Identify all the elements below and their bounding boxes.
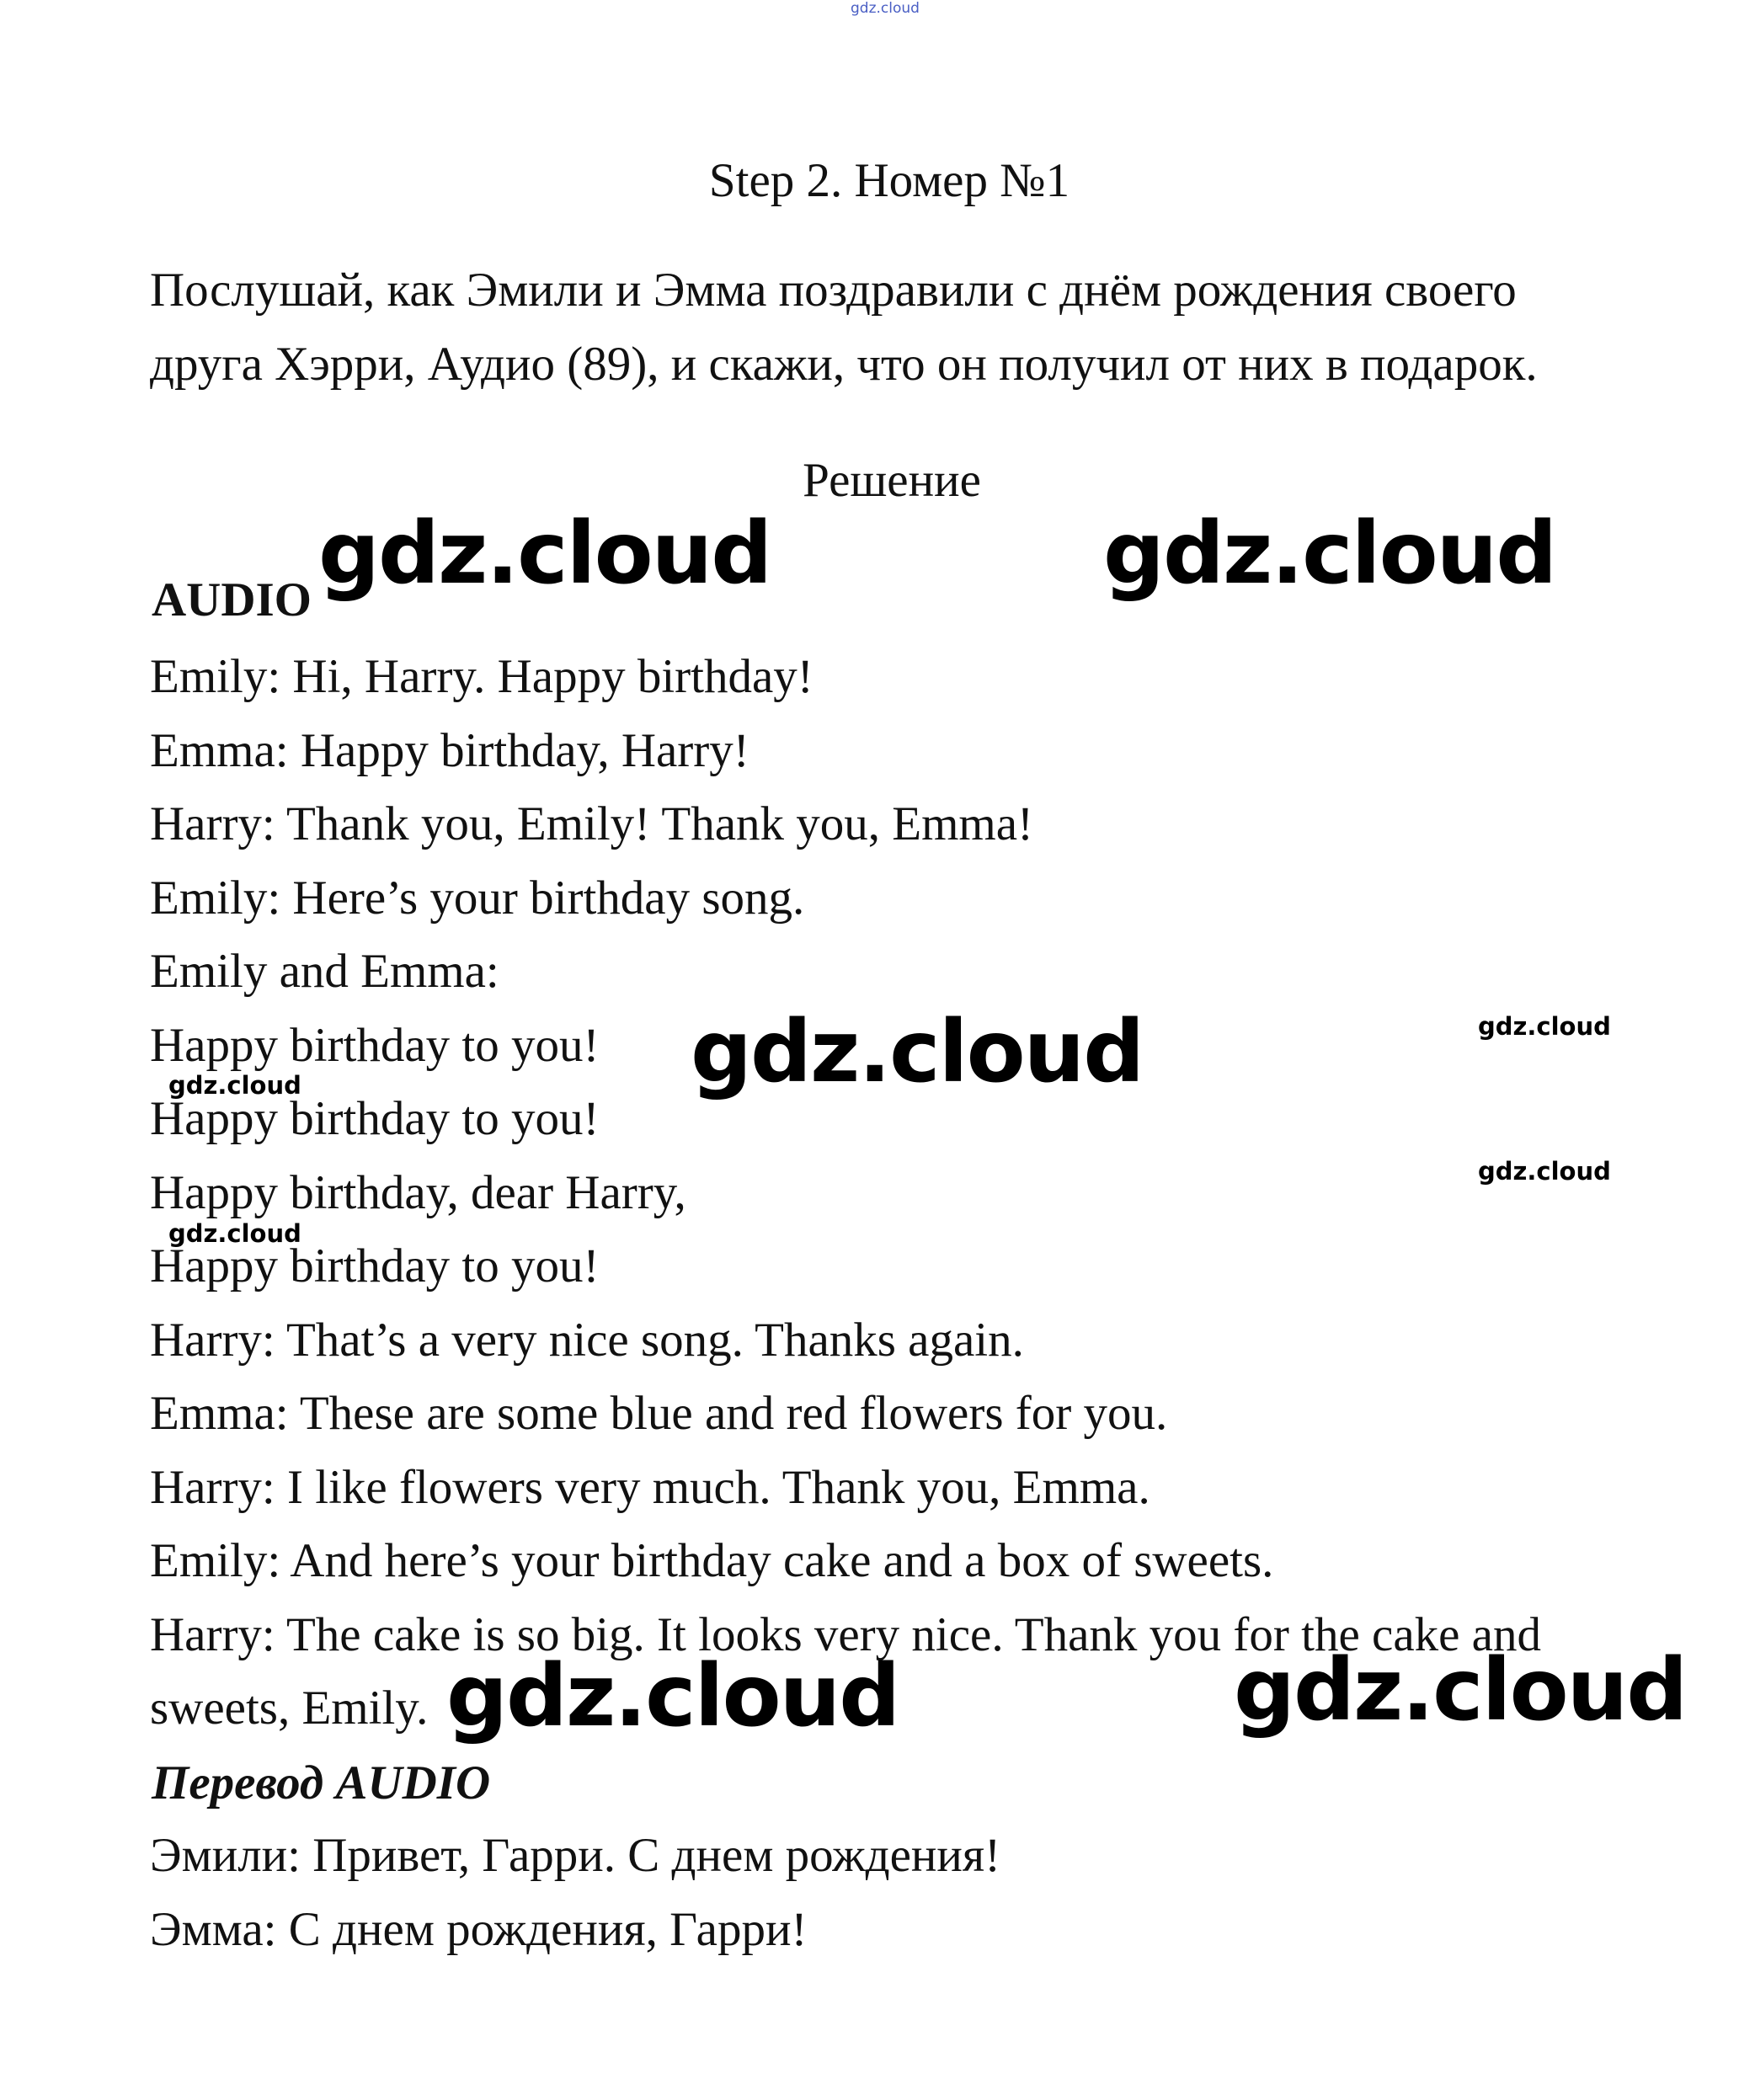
translation-line: Эмма: С днем рождения, Гарри! — [150, 1902, 808, 1956]
transcript-line: Emily: Hi, Harry. Happy birthday! — [150, 650, 813, 703]
watermark: gdz.cloud — [168, 1219, 301, 1248]
page-title: Step 2. Номер №1 — [708, 154, 1070, 207]
song-line: Happy birthday to you! — [150, 1239, 600, 1293]
transcript-line: Emma: Happy birthday, Harry! — [150, 723, 749, 777]
transcript-line: sweets, Emily. — [150, 1682, 429, 1735]
watermark: gdz.cloud — [1478, 1012, 1611, 1041]
transcript-line: Harry: I like flowers very much. Thank you, Emma. — [150, 1460, 1150, 1514]
audio-transcript — [150, 640, 1541, 1746]
translation-heading: Перевод AUDIO — [152, 1756, 491, 1810]
watermark: gdz.cloud — [446, 1646, 899, 1746]
audio-translation — [150, 1819, 1000, 1966]
watermark: gdz.cloud — [168, 1071, 301, 1100]
transcript-line: Emma: These are some blue and red flowers for you. — [150, 1387, 1168, 1440]
watermark: gdz.cloud — [691, 1002, 1144, 1102]
song-line: Happy birthday, dear Harry, — [150, 1165, 686, 1219]
audio-heading: AUDIO — [152, 573, 312, 626]
watermark-top: gdz.cloud — [851, 0, 920, 17]
transcript-line: Emily and Emma: — [150, 945, 499, 998]
transcript-line: Emily: And here’s your birthday cake and a box of sweets. — [150, 1534, 1274, 1587]
song-line: Happy birthday to you! — [150, 1018, 600, 1072]
watermark: gdz.cloud — [318, 504, 771, 604]
translation-line: Эмили: Привет, Гарри. С днем рождения! — [150, 1829, 1001, 1882]
watermark: gdz.cloud — [1103, 504, 1556, 604]
song-line: Happy birthday to you! — [150, 1092, 600, 1145]
transcript-line: Harry: Thank you, Emily! Thank you, Emma! — [150, 797, 1034, 850]
transcript-line: Harry: The cake is so big. It looks very nice. Thank you for the cake and — [150, 1607, 1541, 1661]
watermark: gdz.cloud — [1478, 1157, 1611, 1186]
task-line-2: друга Хэрри, Аудио (89), и скажи, что он получил от них в подарок. — [150, 338, 1538, 391]
task-line-1: Послушай, как Эмили и Эмма поздравили с днём рождения своего — [150, 264, 1517, 317]
transcript-line: Harry: That’s a very nice song. Thanks again. — [150, 1313, 1024, 1367]
solution-heading: Решение — [803, 454, 981, 507]
watermark: gdz.cloud — [1234, 1640, 1687, 1740]
transcript-line: Emily: Here’s your birthday song. — [150, 871, 805, 925]
